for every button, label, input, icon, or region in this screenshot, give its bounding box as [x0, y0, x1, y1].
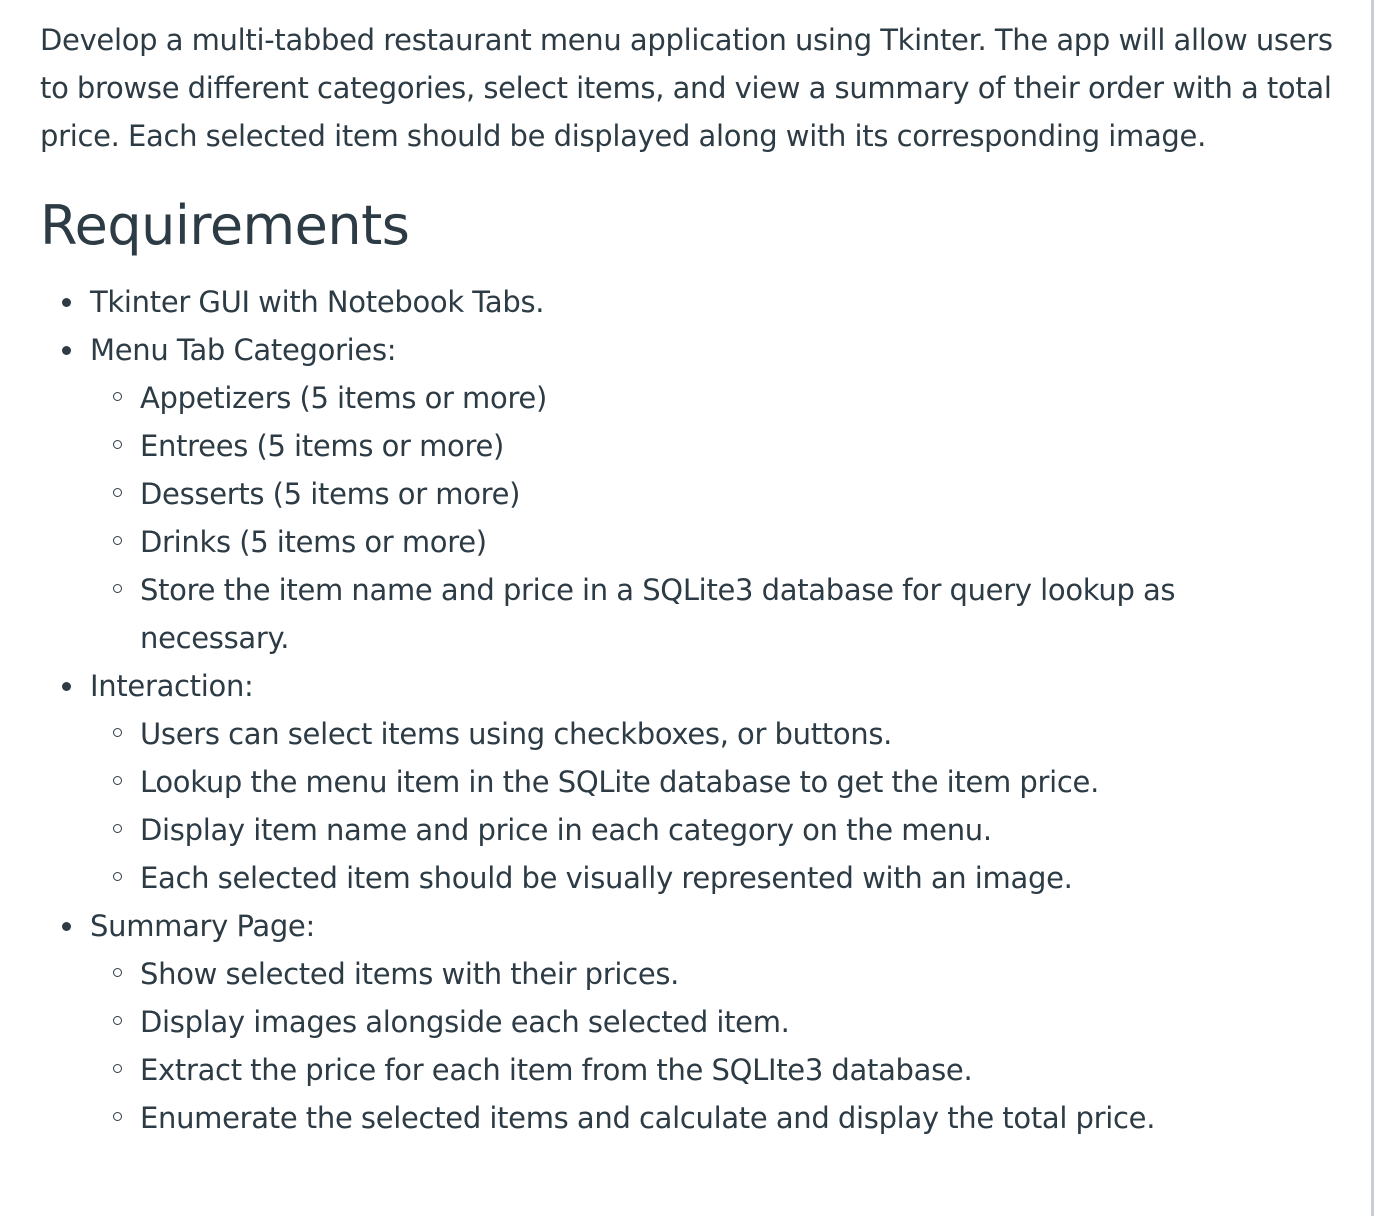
sub-requirement-text: Display images alongside each selected item. [140, 1005, 790, 1039]
bullet-icon [62, 298, 71, 307]
sub-requirement-item [90, 710, 1250, 758]
circle-bullet-icon [113, 392, 122, 401]
circle-bullet-icon [113, 1064, 122, 1073]
circle-bullet-icon [113, 776, 122, 785]
sub-requirement-item [90, 806, 1250, 854]
sub-requirement-text: Enumerate the selected items and calculate and display the total price. [140, 1101, 1156, 1135]
requirement-item [40, 278, 1340, 326]
sub-requirement-text: Entrees (5 items or more) [140, 429, 505, 463]
bullet-icon [62, 346, 71, 355]
circle-bullet-icon [113, 968, 122, 977]
circle-bullet-icon [113, 584, 122, 593]
sub-requirement-item [90, 758, 1250, 806]
sub-requirement-text: Desserts (5 items or more) [140, 477, 521, 511]
sub-requirement-item [90, 518, 1250, 566]
sub-requirement-item [90, 950, 1250, 998]
requirements-heading: Requirements [40, 194, 410, 257]
sub-requirement-item [90, 854, 1250, 902]
sub-requirements-list [90, 950, 1340, 1142]
sub-requirement-text: Lookup the menu item in the SQLite database to get the item price. [140, 765, 1099, 799]
bullet-icon [62, 922, 71, 931]
requirement-text: Interaction: [90, 669, 254, 703]
requirement-text: Menu Tab Categories: [90, 333, 397, 367]
circle-bullet-icon [113, 872, 122, 881]
sub-requirement-item [90, 1094, 1250, 1142]
intro-paragraph: Develop a multi-tabbed restaurant menu application using Tkinter. The app will allow users to browse different categories, select items, and view a summary of their order with a total price. Each selected item should be displayed along with its corresponding image. [40, 23, 1333, 153]
sub-requirement-text: Drinks (5 items or more) [140, 525, 487, 559]
sub-requirement-item [90, 566, 1250, 662]
bullet-icon [62, 682, 71, 691]
requirement-text: Summary Page: [90, 909, 315, 943]
sub-requirement-text: Show selected items with their prices. [140, 957, 680, 991]
sub-requirement-item [90, 374, 1250, 422]
circle-bullet-icon [113, 1016, 122, 1025]
circle-bullet-icon [113, 1112, 122, 1121]
circle-bullet-icon [113, 440, 122, 449]
sub-requirement-text: Each selected item should be visually represented with an image. [140, 861, 1073, 895]
circle-bullet-icon [113, 536, 122, 545]
sub-requirement-text: Store the item name and price in a SQLite3 database for query lookup as necessary. [140, 573, 1176, 655]
sub-requirement-item [90, 470, 1250, 518]
sub-requirement-text: Users can select items using checkboxes, or buttons. [140, 717, 893, 751]
sub-requirements-list [90, 374, 1340, 662]
requirement-item [40, 662, 1340, 902]
sub-requirement-text: Appetizers (5 items or more) [140, 381, 547, 415]
requirement-item [40, 902, 1340, 1142]
requirement-text: Tkinter GUI with Notebook Tabs. [90, 285, 545, 319]
circle-bullet-icon [113, 488, 122, 497]
sub-requirement-item [90, 1046, 1250, 1094]
sub-requirement-item [90, 422, 1250, 470]
circle-bullet-icon [113, 824, 122, 833]
document-content [40, 16, 1340, 1142]
sub-requirement-text: Display item name and price in each category on the menu. [140, 813, 992, 847]
sub-requirements-list [90, 710, 1340, 902]
circle-bullet-icon [113, 728, 122, 737]
sub-requirement-item [90, 998, 1250, 1046]
requirements-list [40, 278, 1340, 1142]
sub-requirement-text: Extract the price for each item from the SQLIte3 database. [140, 1053, 973, 1087]
requirement-item [40, 326, 1340, 662]
